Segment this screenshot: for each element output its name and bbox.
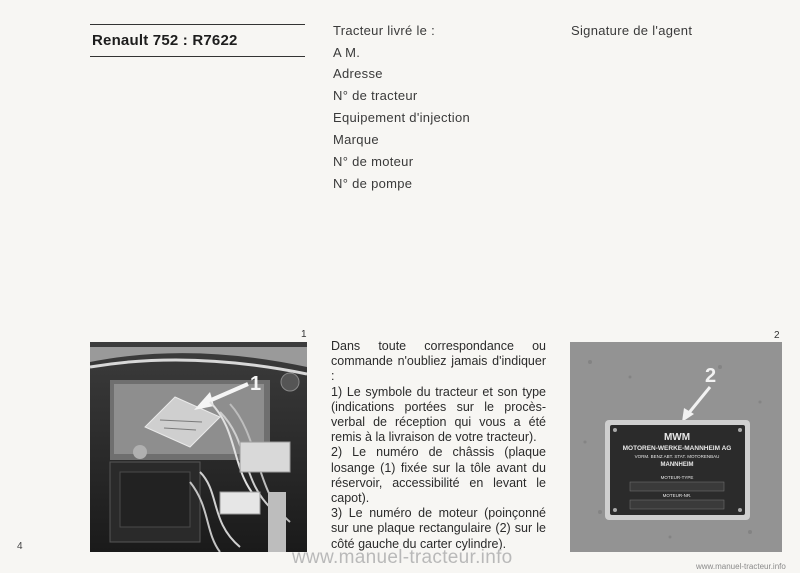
field-engine-number: N° de moteur [333,154,414,169]
figure-1-drawing [90,342,307,552]
field-brand: Marque [333,132,379,147]
field-tractor-number: N° de tracteur [333,88,418,103]
page-number: 4 [17,541,23,552]
field-injection-equipment: Equipement d'injection [333,110,470,125]
instructions-item-1: 1) Le symbole du tracteur et son type (indications portées sur le procès-verbal de réception qui vous a été remis à la livraison de votre tracteur). [331,384,546,445]
plate-field-type: MOTEUR-TYPE [660,475,694,480]
plate-field-number: MOTEUR-NR. [662,493,692,498]
figure-2-callout: 2 [705,365,717,387]
bottom-rule [90,56,305,57]
instructions-paragraph [331,339,546,552]
instructions-item-2: 2) Le numéro de châssis (plaque losange (1) fixée sur la tôle avant du réservoir, accessibilité en levant le capot). [331,445,546,506]
field-pump-number: N° de pompe [333,176,413,191]
top-rule [90,24,305,25]
signature-label: Signature de l'agent [571,23,693,38]
plate-line2: VORM. BENZ ABT. STAT. MOTORENBAU [634,454,720,459]
instructions-intro: Dans toute correspondance ou commande n'oubliez jamais d'indiquer : [331,339,546,384]
figure-2-number: 2 [774,330,780,341]
field-customer-name: A M. [333,45,361,60]
field-address: Adresse [333,66,383,81]
figure-1-callout: 1 [250,373,262,395]
figure-2-drawing [570,342,782,552]
watermark: www.manuel-tracteur.info [292,547,513,568]
plate-city: MANNHEIM [660,462,694,468]
figure-2-photo [570,342,782,552]
figure-1-number: 1 [301,329,307,340]
model-title: Renault 752 : R7622 [92,32,238,49]
field-delivery-date: Tracteur livré le : [333,23,436,38]
plate-brand: MWM [663,432,691,443]
instructions-item-3: 3) Le numéro de moteur (poinçonné sur une plaque rectangulaire (2) sur le côté gauche du carter cylindre). [331,506,546,551]
figure-1-photo [90,342,307,552]
watermark-small: www.manuel-tracteur.info [696,562,786,571]
plate-company: MOTOREN-WERKE-MANNHEIM AG [622,445,732,452]
